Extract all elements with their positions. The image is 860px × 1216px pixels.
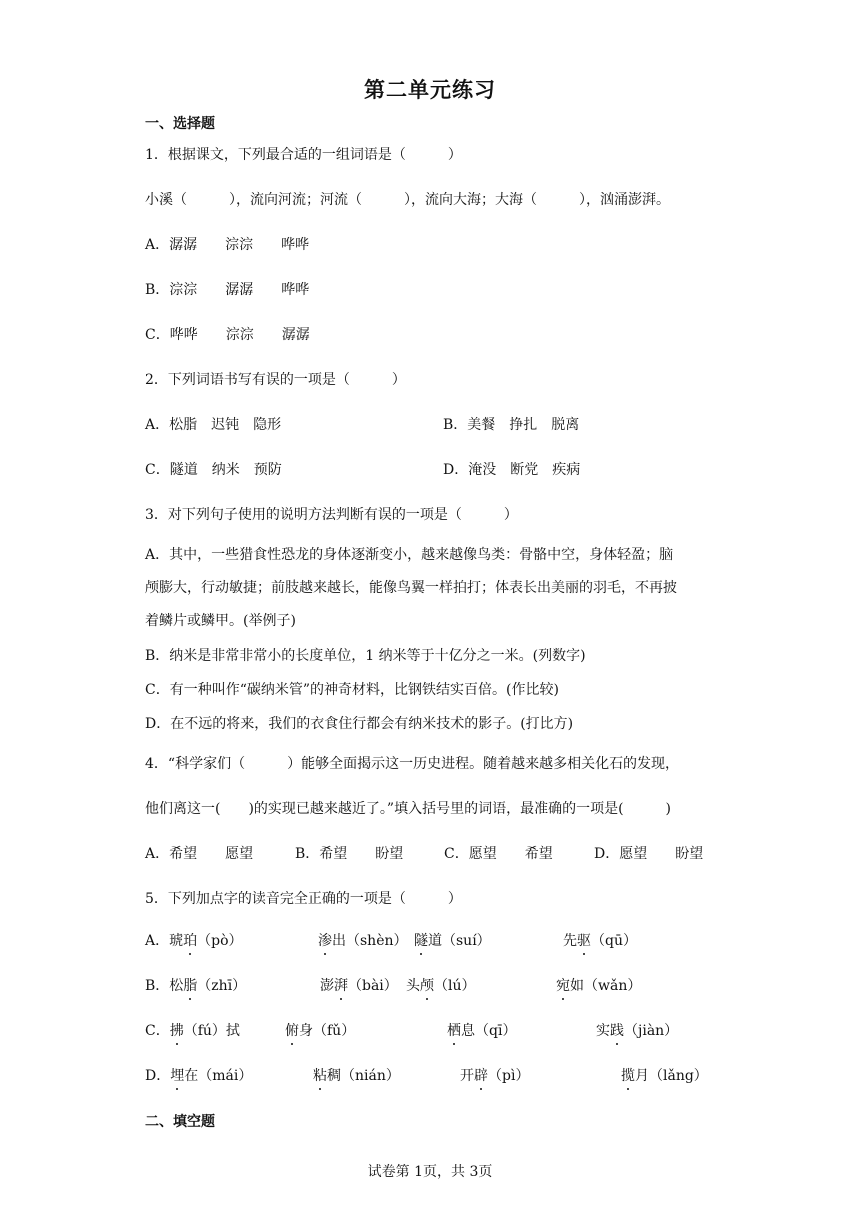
text-segment: 先 [563, 933, 577, 949]
question-1-option-c: C．哗哗 淙淙 潺潺 [145, 327, 310, 343]
text-segment: 实 [596, 1023, 610, 1039]
question-5-option-b-item-3 [406, 976, 476, 996]
text-segment: （pì） [488, 1068, 530, 1084]
text-segment: 道（suí） [428, 933, 491, 949]
text-segment: （pò） [197, 933, 243, 949]
text-segment: （fú）拭 [183, 1023, 240, 1039]
question-5-option-a-item-3 [414, 931, 491, 951]
text-segment: D． [145, 1068, 171, 1084]
text-segment: 息（qī） [461, 1023, 517, 1039]
text-segment: 如（wǎn） [570, 978, 642, 994]
question-5-option-c-item-3 [447, 1021, 516, 1041]
page-title: 第二单元练习 [364, 78, 496, 102]
question-5-option-d-item-2 [313, 1066, 400, 1086]
question-1-stem: 1．根据课文，下列最合适的一组词语是（ ） [145, 147, 462, 163]
question-2-option-b: B．美餐 挣扎 脱离 [443, 417, 580, 433]
question-1-context: 小溪（ ），流向河流；河流（ ），流向大海；大海（ ），汹涌澎湃。 [145, 192, 670, 208]
question-4-option-c: C．愿望 希望 [444, 846, 553, 862]
emphasis-dot-char: 珀 [183, 933, 198, 949]
text-segment: 头 [406, 978, 420, 994]
emphasis-dot-char: 俯 [285, 1023, 299, 1039]
text-segment: （lú） [434, 978, 476, 994]
text-segment: 开 [460, 1068, 474, 1084]
question-5-option-b-item-4 [556, 976, 641, 996]
text-segment: C． [145, 1023, 170, 1039]
question-3-option-c: C．有一种叫作“碳纳米管”的神奇材料，比钢铁结实百倍。(作比较) [145, 682, 559, 698]
question-3-option-a-line-2: 颅膨大，行动敏捷；前肢越来越长，能像鸟翼一样拍打；体表长出美丽的羽毛，不再披 [145, 580, 677, 596]
question-2-option-a: A．松脂 迟钝 隐形 [145, 417, 282, 433]
text-segment: 稠（nián） [327, 1068, 400, 1084]
question-2-option-d: D．淹没 断党 疾病 [443, 462, 581, 478]
emphasis-dot-char: 栖 [447, 1023, 461, 1039]
text-segment: （bài） [348, 978, 398, 994]
question-4-option-d: D．愿望 盼望 [594, 846, 704, 862]
emphasis-dot-char: 湃 [334, 978, 348, 994]
section-heading-choice: 一、选择题 [145, 116, 215, 132]
emphasis-dot-char: 辟 [474, 1068, 488, 1084]
question-5-option-c-item-1 [145, 1021, 240, 1041]
text-segment: A．琥 [145, 933, 184, 949]
emphasis-dot-char: 揽 [621, 1068, 635, 1084]
page-footer: 试卷第 1页，共 3页 [367, 1164, 493, 1180]
question-3-option-a-line-3: 着鳞片或鳞甲。(举例子) [145, 613, 296, 629]
text-segment: （qū） [591, 933, 637, 949]
question-2-stem: 2．下列词语书写有误的一项是（ ） [145, 372, 406, 388]
text-segment: 月（lǎng） [635, 1068, 708, 1084]
question-5-option-b-item-2 [320, 976, 398, 996]
emphasis-dot-char: 渗 [318, 933, 332, 949]
emphasis-dot-char: 宛 [556, 978, 570, 994]
question-3-option-a-line-1: A．其中，一些猎食性恐龙的身体逐渐变小，越来越像鸟类：骨骼中空，身体轻盈；脑 [145, 547, 674, 563]
text-segment: B．松 [145, 978, 184, 994]
question-5-option-d-item-3 [460, 1066, 529, 1086]
question-1-option-b: B．淙淙 潺潺 哗哗 [145, 282, 310, 298]
question-3-option-d: D．在不远的将来，我们的衣食住行都会有纳米技术的影子。(打比方) [145, 716, 574, 732]
text-segment: 出（shèn） [332, 933, 408, 949]
question-2-option-c: C．隧道 纳米 预防 [145, 462, 282, 478]
emphasis-dot-char: 拂 [169, 1023, 184, 1039]
question-5-option-d-item-4 [621, 1066, 708, 1086]
text-segment: 身（fǔ） [299, 1023, 356, 1039]
question-3-stem: 3．对下列句子使用的说明方法判断有误的一项是（ ） [145, 507, 518, 523]
question-4-option-a: A．希望 愿望 [145, 846, 254, 862]
question-4-option-b: B．希望 盼望 [295, 846, 404, 862]
emphasis-dot-char: 脂 [183, 978, 198, 994]
question-5-option-a-item-1 [145, 931, 243, 951]
emphasis-dot-char: 隧 [414, 933, 428, 949]
question-4-line-1: 4．“科学家们（ ）能够全面揭示这一历史进程。随着越来越多相关化石的发现， [145, 756, 680, 772]
text-segment: 在（mái） [184, 1068, 253, 1084]
question-5-stem: 5．下列加点字的读音完全正确的一项是（ ） [145, 891, 462, 907]
question-5-option-a-item-2 [318, 931, 408, 951]
question-5-option-a-item-4 [563, 931, 637, 951]
section-heading-fill-in: 二、填空题 [145, 1114, 215, 1130]
emphasis-dot-char: 驱 [577, 933, 591, 949]
question-3-option-b: B．纳米是非常非常小的长度单位，1 纳米等于十亿分之一米。(列数字) [145, 648, 586, 664]
emphasis-dot-char: 颅 [420, 978, 434, 994]
question-1-option-a: A．潺潺 淙淙 哗哗 [145, 237, 310, 253]
question-5-option-c-item-2 [285, 1021, 355, 1041]
question-5-option-d-item-1 [145, 1066, 252, 1086]
question-5-option-b-item-1 [145, 976, 246, 996]
question-5-option-c-item-4 [596, 1021, 678, 1041]
text-segment: （jiàn） [624, 1023, 679, 1039]
text-segment: 澎 [320, 978, 334, 994]
emphasis-dot-char: 粘 [313, 1068, 327, 1084]
emphasis-dot-char: 践 [610, 1023, 624, 1039]
text-segment: （zhī） [197, 978, 247, 994]
question-4-line-2: 他们离这一( )的实现已越来越近了。”填入括号里的词语，最准确的一项是( ) [145, 801, 672, 817]
emphasis-dot-char: 埋 [170, 1068, 185, 1084]
